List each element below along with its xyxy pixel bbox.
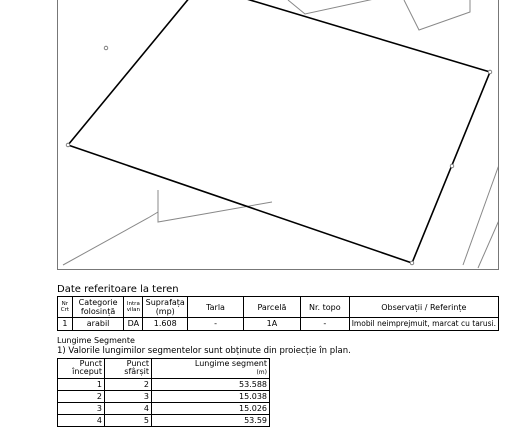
cell-start: 1: [58, 378, 105, 390]
neighbor-boundary-top: [288, 0, 388, 14]
col-nr-crt: Nr Crt: [58, 297, 73, 318]
cell-intravilan: DA: [124, 318, 143, 330]
cadastral-plan: [57, 0, 499, 270]
section-title: Date referitoare la teren: [57, 284, 179, 295]
cell-suprafata: 1.608: [143, 318, 188, 330]
cell-end: 2: [105, 378, 152, 390]
col-intravilan: Intra vilan: [124, 297, 143, 318]
cell-observatii: Imobil neimprejmuit, marcat cu tarusi.: [349, 318, 498, 330]
col-suprafata: Suprafața (mp): [143, 297, 188, 318]
col-parcela: Parcelă: [243, 297, 300, 318]
vertex-marker: [450, 164, 454, 168]
cell-length: 15.026: [152, 402, 270, 414]
table-row: [58, 318, 499, 330]
vertex-marker: [104, 46, 108, 50]
cell-length: 53.588: [152, 378, 270, 390]
cell-categorie: arabil: [72, 318, 124, 330]
col-lungime-unit: (m): [256, 369, 267, 377]
segments-table: [57, 358, 270, 427]
cell-tarla: -: [188, 318, 244, 330]
table-row: [58, 414, 270, 426]
cell-nr: 1: [58, 318, 73, 330]
cell-nr-topo: -: [300, 318, 349, 330]
cell-end: 3: [105, 390, 152, 402]
cell-start: 4: [58, 414, 105, 426]
segments-title: Lungime Segmente: [57, 336, 135, 345]
table-row: [58, 378, 270, 390]
table-row: [58, 402, 270, 414]
table-row: [58, 390, 270, 402]
col-categorie: Categorie folosință: [72, 297, 124, 318]
col-tarla: Tarla: [188, 297, 244, 318]
col-punct-inceput: Punct început: [58, 359, 105, 379]
table-header-row: [58, 297, 499, 318]
col-lungime-label: Lungime segment: [194, 359, 267, 368]
neighbor-line-right-2: [463, 162, 499, 265]
cell-start: 2: [58, 390, 105, 402]
cell-length: 15.038: [152, 390, 270, 402]
cell-end: 4: [105, 402, 152, 414]
col-observatii: Observații / Referințe: [349, 297, 498, 318]
cell-length: 53.59: [152, 414, 270, 426]
col-lungime: [152, 359, 270, 379]
road-edge: [63, 212, 158, 265]
neighbor-building: [404, 0, 470, 30]
segments-subtitle: 1) Valorile lungimilor segmentelor sunt obținute din proiecție în plan.: [57, 346, 351, 356]
parcel-outline: [68, 0, 490, 263]
vertex-marker: [488, 70, 492, 74]
cell-start: 3: [58, 402, 105, 414]
col-nr-topo: Nr. topo: [300, 297, 349, 318]
col-punct-sfarsit: Punct sfârșit: [105, 359, 152, 379]
vertex-marker: [66, 143, 70, 147]
land-data-table: [57, 296, 499, 331]
cell-end: 5: [105, 414, 152, 426]
neighbor-line-far-right: [478, 218, 499, 268]
plan-drawing: [58, 0, 499, 270]
cell-parcela: 1A: [243, 318, 300, 330]
vertex-marker: [410, 261, 414, 265]
table-header-row: [58, 359, 270, 379]
